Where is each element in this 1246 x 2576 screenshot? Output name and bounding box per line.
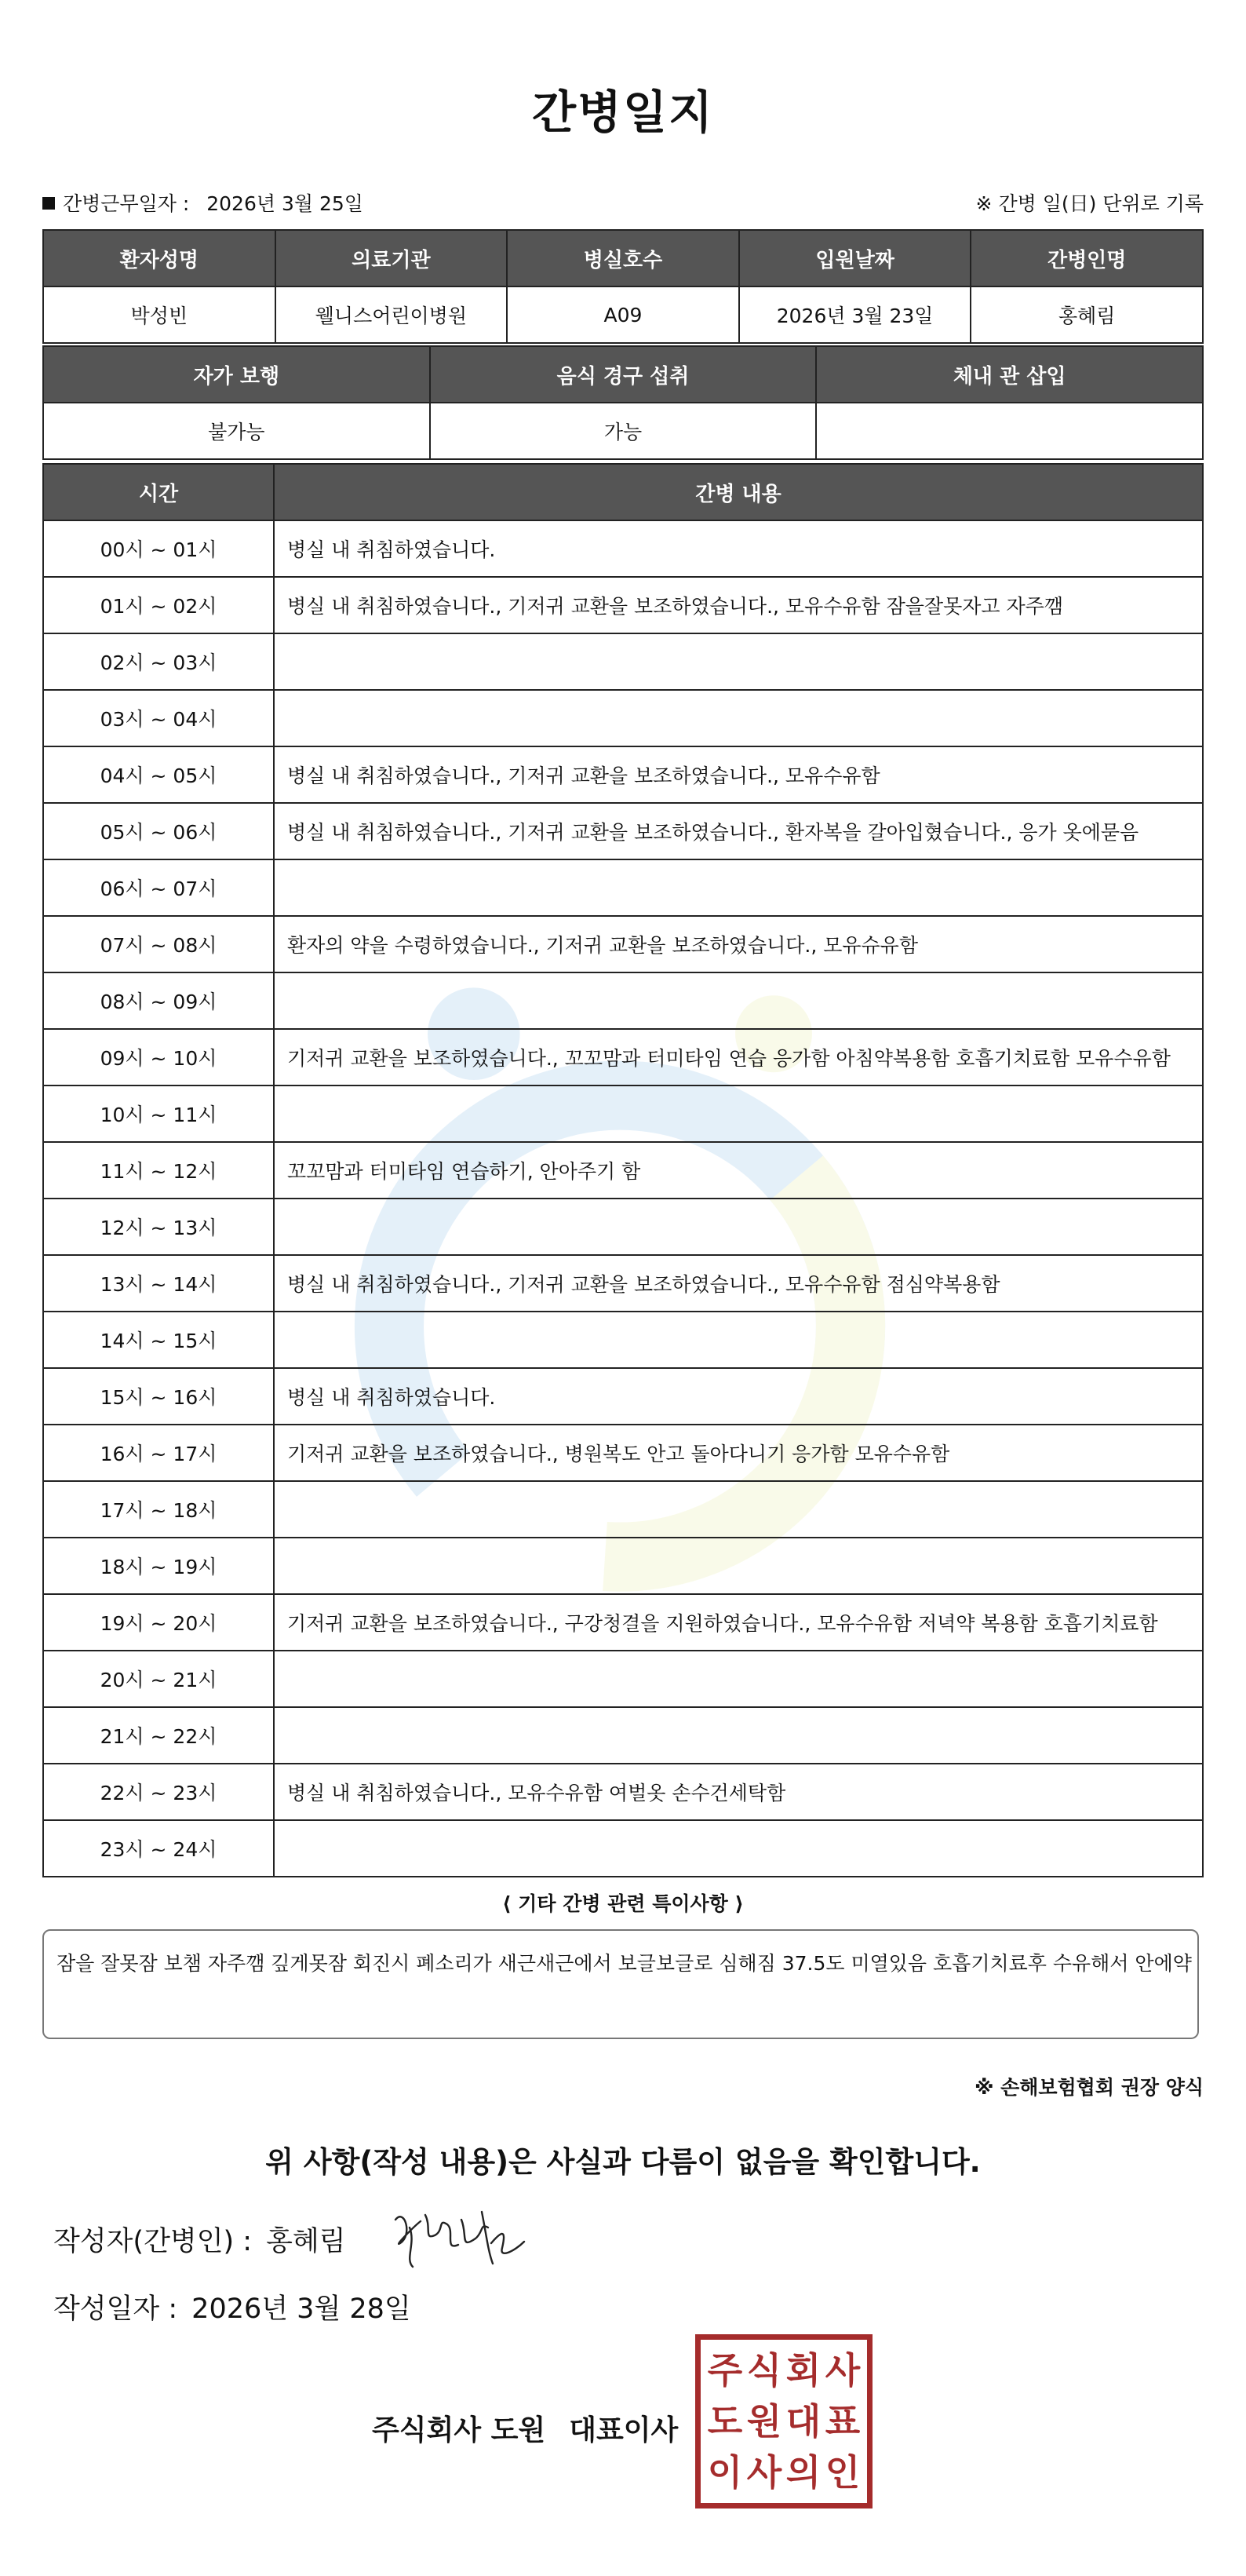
- log-content: [274, 633, 1203, 690]
- seal-characters: [705, 2344, 862, 2498]
- log-time: 08시 ~ 09시: [43, 972, 274, 1029]
- log-time: 07시 ~ 08시: [43, 916, 274, 972]
- log-content: [274, 1085, 1203, 1142]
- tube-insertion-status: [816, 403, 1203, 459]
- log-row: [43, 577, 1203, 633]
- seal-character: 대: [785, 2399, 822, 2443]
- seal-character: 회: [785, 2348, 822, 2392]
- log-content: 환자의 약을 수령하였습니다., 기저귀 교환을 보조하였습니다., 모유슈유함: [274, 916, 1203, 972]
- work-date: [42, 188, 363, 217]
- log-time: 15시 ~ 16시: [43, 1368, 274, 1425]
- log-content: [274, 690, 1203, 746]
- log-row: [43, 1368, 1203, 1425]
- log-time: 19시 ~ 20시: [43, 1594, 274, 1651]
- log-content: [274, 1707, 1203, 1764]
- log-content: [274, 1820, 1203, 1877]
- header-caregiver: 간병인명: [971, 230, 1203, 286]
- log-content: [274, 972, 1203, 1029]
- log-row: [43, 1481, 1203, 1538]
- seal-character: 표: [825, 2399, 861, 2443]
- log-time: 16시 ~ 17시: [43, 1425, 274, 1481]
- handwritten-signature: [389, 2204, 530, 2275]
- log-row: [43, 520, 1203, 577]
- log-time: 06시 ~ 07시: [43, 859, 274, 916]
- log-content: [274, 1538, 1203, 1594]
- log-row: [43, 972, 1203, 1029]
- log-time: 02시 ~ 03시: [43, 633, 274, 690]
- representative-label: 대표이사: [569, 2414, 679, 2446]
- log-row: [43, 1085, 1203, 1142]
- company-name: 주식회사 도원: [372, 2414, 546, 2446]
- log-time: 10시 ~ 11시: [43, 1085, 274, 1142]
- log-table-body: [43, 520, 1203, 1877]
- work-info-row: [42, 188, 1204, 220]
- seal-character: 인: [825, 2451, 861, 2494]
- patient-status-table: [42, 345, 1204, 460]
- patient-info-table: [42, 229, 1204, 344]
- log-row: [43, 1764, 1203, 1820]
- care-log-table: [42, 463, 1204, 1877]
- notes-title: ⟨ 기타 간병 관련 특이사항 ⟩: [502, 1892, 744, 1915]
- form-source-note: ※ 손해보험협회 권장 양식: [975, 2076, 1204, 2099]
- patient-table-header: [43, 230, 1203, 286]
- log-time: 03시 ~ 04시: [43, 690, 274, 746]
- admission-date: 2026년 3월 23일: [739, 286, 971, 343]
- written-date-label: 작성일자 :: [53, 2293, 178, 2325]
- work-date-label: 간병근무일자 :: [63, 192, 190, 215]
- log-row: [43, 690, 1203, 746]
- seal-character: 의: [785, 2451, 822, 2494]
- log-content: 병실 내 취침하였습니다., 기저귀 교환을 보조하였습니다., 모유수유함 점심약복용함: [274, 1255, 1203, 1312]
- log-row: [43, 1312, 1203, 1368]
- seal-character: 사: [746, 2451, 782, 2494]
- room-number: A09: [507, 286, 739, 343]
- log-table-header: [43, 464, 1203, 520]
- log-time: 18시 ~ 19시: [43, 1538, 274, 1594]
- log-row: [43, 859, 1203, 916]
- log-time: 00시 ~ 01시: [43, 520, 274, 577]
- patient-name: 박성빈: [43, 286, 275, 343]
- log-content: 병실 내 취침하였습니다.: [274, 1368, 1203, 1425]
- log-row: [43, 1538, 1203, 1594]
- log-content: 꼬꼬맘과 터미타임 연습하기, 안아주기 함: [274, 1142, 1203, 1199]
- log-row: [43, 1594, 1203, 1651]
- log-row: [43, 916, 1203, 972]
- log-row: [43, 1651, 1203, 1707]
- log-row: [43, 1707, 1203, 1764]
- log-time: 12시 ~ 13시: [43, 1199, 274, 1255]
- log-time: 09시 ~ 10시: [43, 1029, 274, 1085]
- log-content: [274, 859, 1203, 916]
- oral-intake-status: 가능: [430, 403, 817, 459]
- writer-name: 홍혜림: [266, 2226, 346, 2257]
- header-admission-date: 입원날짜: [739, 230, 971, 286]
- record-unit-note: ※ 간병 일(日) 단위로 기록: [975, 192, 1204, 215]
- header-walking: 자가 보행: [43, 346, 430, 403]
- log-row: [43, 1820, 1203, 1877]
- log-row: [43, 746, 1203, 803]
- log-time: 11시 ~ 12시: [43, 1142, 274, 1199]
- log-time: 17시 ~ 18시: [43, 1481, 274, 1538]
- log-row: [43, 1425, 1203, 1481]
- header-tube-insertion: 체내 관 삽입: [816, 346, 1203, 403]
- header-oral-intake: 음식 경구 섭취: [430, 346, 817, 403]
- log-row: [43, 1029, 1203, 1085]
- log-content: [274, 1312, 1203, 1368]
- log-content: 병실 내 취침하였습니다.: [274, 520, 1203, 577]
- caregiver-name: 홍혜림: [971, 286, 1203, 343]
- seal-character: 이: [707, 2451, 743, 2494]
- log-row: [43, 1199, 1203, 1255]
- log-row: [43, 1255, 1203, 1312]
- log-time: 01시 ~ 02시: [43, 577, 274, 633]
- institution-name: 웰니스어린이병원: [275, 286, 508, 343]
- written-date-line: [53, 2287, 411, 2326]
- walking-status: 불가능: [43, 403, 430, 459]
- log-time: 04시 ~ 05시: [43, 746, 274, 803]
- seal-character: 식: [746, 2348, 782, 2392]
- log-time: 13시 ~ 14시: [43, 1255, 274, 1312]
- log-time: 21시 ~ 22시: [43, 1707, 274, 1764]
- status-table-row: [43, 403, 1203, 459]
- log-content: [274, 1481, 1203, 1538]
- work-date-value: 2026년 3월 25일: [206, 192, 363, 215]
- log-row: [43, 633, 1203, 690]
- header-time: 시간: [43, 464, 274, 520]
- log-content: 병실 내 취침하였습니다., 모유수유함 여벌옷 손수건세탁함: [274, 1764, 1203, 1820]
- log-row: [43, 1142, 1203, 1199]
- seal-character: 사: [825, 2348, 861, 2392]
- square-bullet-icon: [42, 197, 55, 210]
- patient-table-row: [43, 286, 1203, 343]
- log-time: 14시 ~ 15시: [43, 1312, 274, 1368]
- header-care-content: 간병 내용: [274, 464, 1203, 520]
- writer-line: [53, 2220, 346, 2259]
- log-time: 20시 ~ 21시: [43, 1651, 274, 1707]
- seal-character: 원: [746, 2399, 782, 2443]
- log-content: [274, 1199, 1203, 1255]
- log-content: 병실 내 취침하였습니다., 기저귀 교환을 보조하였습니다., 환자복을 갈아입혔습니다., 응가 옷에묻음: [274, 803, 1203, 859]
- header-patient-name: 환자성명: [43, 230, 275, 286]
- log-content: 병실 내 취침하였습니다., 기저귀 교환을 보조하였습니다., 모유수유함 잠을잘못자고 자주깸: [274, 577, 1203, 633]
- status-table-header: [43, 346, 1203, 403]
- company-seal-stamp: [695, 2334, 873, 2508]
- header-institution: 의료기관: [275, 230, 508, 286]
- log-time: 22시 ~ 23시: [43, 1764, 274, 1820]
- log-content: 기저귀 교환을 보조하였습니다., 병원복도 안고 돌아다니기 응가함 모유수유함: [274, 1425, 1203, 1481]
- log-content: [274, 1651, 1203, 1707]
- seal-character: 주: [707, 2348, 743, 2392]
- log-content: 병실 내 취침하였습니다., 기저귀 교환을 보조하였습니다., 모유수유함: [274, 746, 1203, 803]
- log-content: 기저귀 교환을 보조하였습니다., 꼬꼬맘과 터미타임 연습 응가함 아침약복용함 호흡기치료함 모유수유함: [274, 1029, 1203, 1085]
- log-content: 기저귀 교환을 보조하였습니다., 구강청결을 지원하였습니다., 모유수유함 저녁약 복용함 호흡기치료함: [274, 1594, 1203, 1651]
- written-date: 2026년 3월 28일: [191, 2293, 411, 2325]
- writer-label: 작성자(간병인) :: [53, 2226, 253, 2257]
- header-room: 병실호수: [507, 230, 739, 286]
- seal-character: 도: [707, 2399, 743, 2443]
- log-row: [43, 803, 1203, 859]
- log-time: 05시 ~ 06시: [43, 803, 274, 859]
- company-line: [372, 2408, 678, 2448]
- page-title: 간병일지: [531, 86, 715, 139]
- special-notes-box: 잠을 잘못잠 보챔 자주깸 깊게못잠 회진시 폐소리가 새근새근에서 보글보글로 심해짐 37.5도 미열있음 호흡기치료후 수유해서 안에약: [42, 1929, 1199, 2039]
- confirmation-statement: 위 사항(작성 내용)은 사실과 다름이 없음을 확인합니다.: [265, 2145, 981, 2179]
- log-time: 23시 ~ 24시: [43, 1820, 274, 1877]
